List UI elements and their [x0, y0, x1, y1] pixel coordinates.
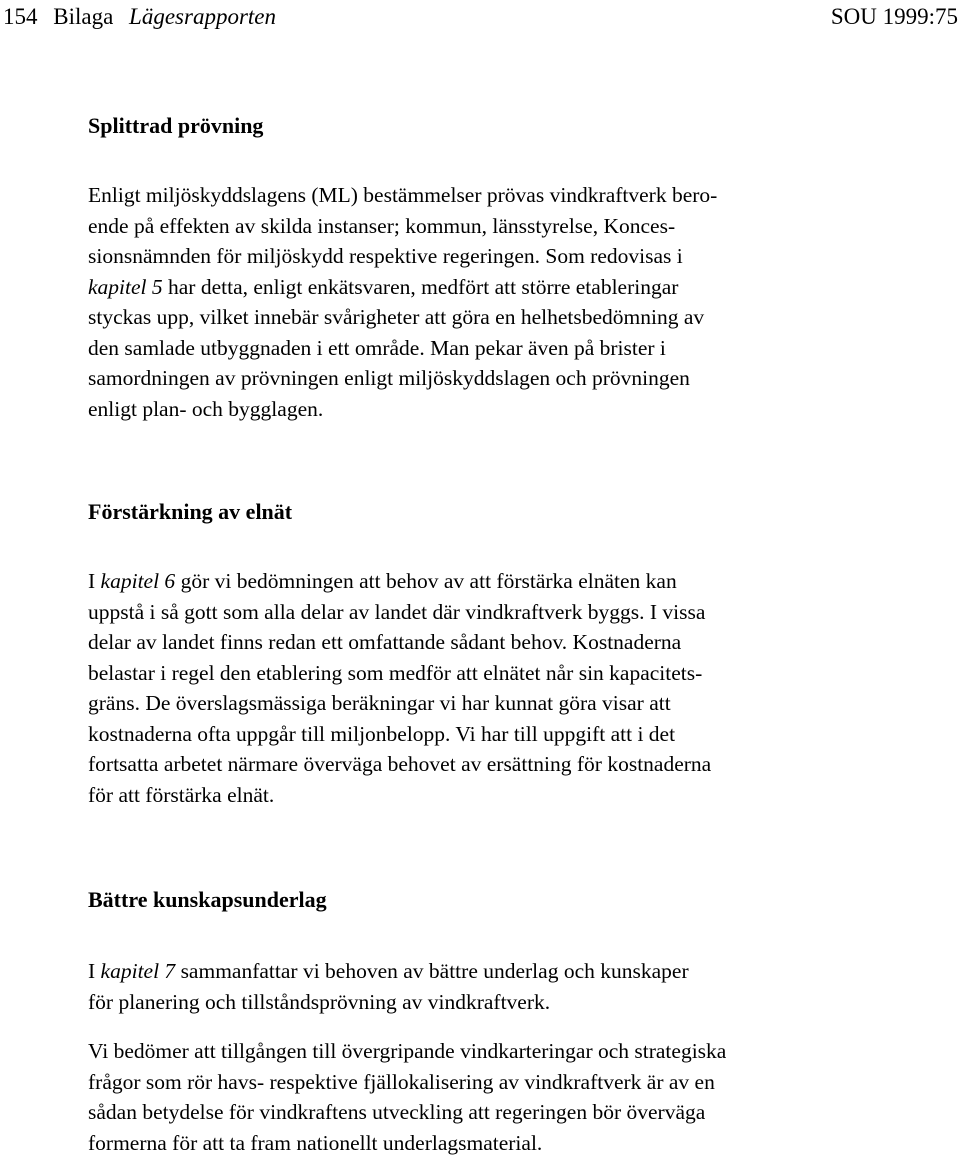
text-run: fortsatta arbetet närmare överväga behovet av ersättning för kostnaderna: [88, 752, 712, 776]
text-run: sionsnämnden för miljöskydd respektive regeringen. Som redovisas i: [88, 244, 683, 268]
text-line: [88, 688, 948, 719]
text-line: [88, 658, 948, 689]
text-run: styckas upp, vilket innebär svårigheter att göra en helhetsbedömning av: [88, 305, 705, 329]
page-header: [0, 0, 960, 34]
section-name: Lägesrapporten: [129, 4, 276, 29]
text-run: har detta, enligt enkätsvaren, medfört att större etableringar: [162, 274, 679, 299]
section-heading: Splittrad prövning: [88, 113, 264, 138]
text-run: för planering och tillståndsprövning av vindkraftverk.: [88, 989, 551, 1014]
text-line: [88, 1128, 948, 1159]
text-run: enligt plan- och bygglagen.: [88, 396, 324, 421]
text-run: ende på effekten av skilda instanser; kommun, länsstyrelse, Konces-: [88, 213, 676, 238]
section-heading: Förstärkning av elnät: [88, 499, 293, 524]
text-run: sammanfattar vi behoven av bättre underlag och kunskaper: [175, 959, 689, 983]
text-run: uppstå i så gott som alla delar av landet där vindkraftverk byggs. I vissa: [88, 599, 706, 624]
text-line: [88, 956, 948, 987]
text-line: [88, 394, 948, 425]
text-line: [88, 719, 948, 750]
report-id: SOU 1999:75: [830, 4, 958, 29]
text-run: för att förstärka elnät.: [88, 782, 275, 807]
text-line: [88, 333, 948, 364]
text-run: gör vi bedömningen att behov av att förstärka elnäten kan: [175, 569, 677, 593]
chapter-reference: kapitel 5: [88, 274, 163, 299]
text-line: [88, 1097, 948, 1128]
header-left: [3, 0, 276, 34]
text-run: Vi bedömer att tillgången till övergripande vindkarteringar och strategiska: [88, 1039, 727, 1063]
text-line: [88, 302, 948, 333]
text-line: [88, 211, 948, 242]
doc-type-label: Bilaga: [53, 4, 114, 29]
paragraph: [88, 1036, 948, 1158]
chapter-reference: kapitel 7: [100, 959, 176, 983]
text-line: [88, 1036, 948, 1067]
text-run: samordningen av prövningen enligt miljöskyddslagen och prövningen: [88, 366, 690, 390]
text-run: I: [88, 959, 101, 983]
text-run: delar av landet finns redan ett omfattande sådant behov. Kostnaderna: [88, 630, 682, 654]
page-number: 154: [3, 4, 38, 29]
text-line: [88, 749, 948, 780]
paragraph: [88, 566, 948, 810]
text-line: [88, 780, 948, 811]
text-run: formerna för att ta fram nationellt underlagsmaterial.: [88, 1130, 543, 1155]
text-line: [88, 987, 948, 1018]
text-run: I: [88, 569, 101, 593]
text-line: [88, 363, 948, 394]
text-line: [88, 180, 948, 211]
text-line: [88, 272, 948, 303]
text-line: [88, 566, 948, 597]
chapter-reference: kapitel 6: [100, 569, 176, 593]
text-line: [88, 1067, 948, 1098]
text-line: [88, 597, 948, 628]
text-run: kostnaderna ofta uppgår till miljonbelopp. Vi har till uppgift att i det: [88, 721, 676, 746]
text-run: sådan betydelse för vindkraftens utveckling att regeringen bör överväga: [88, 1100, 706, 1124]
text-run: frågor som rör havs- respektive fjällokalisering av vindkraftverk är av en: [88, 1069, 715, 1094]
text-run: den samlade utbyggnaden i ett område. Man pekar även på brister i: [88, 335, 666, 360]
text-run: Enligt miljöskyddslagens (ML) bestämmelser prövas vindkraftverk bero-: [88, 183, 718, 207]
text-line: [88, 627, 948, 658]
paragraph: [88, 956, 948, 1017]
text-run: gräns. De överslagsmässiga beräkningar vi har kunnat göra visar att: [88, 691, 671, 715]
text-run: belastar i regel den etablering som medför att elnätet når sin kapacitets-: [88, 660, 703, 685]
section-heading: Bättre kunskapsunderlag: [88, 887, 327, 912]
paragraph: [88, 180, 948, 424]
text-line: [88, 241, 948, 272]
